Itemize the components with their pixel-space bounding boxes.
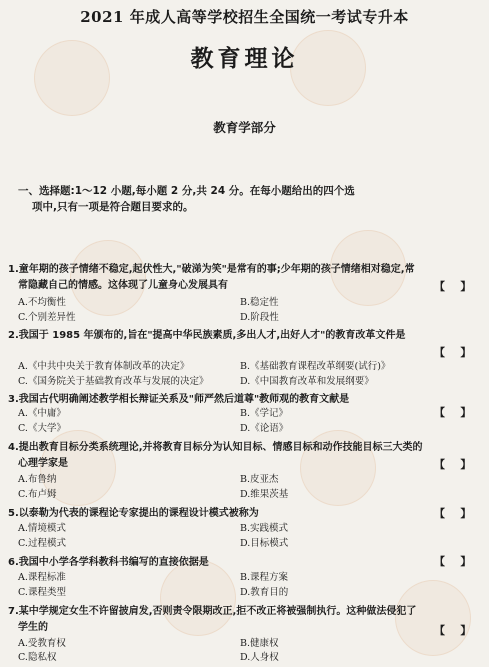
option-b: B.稳定性 [240, 297, 279, 308]
answer-bracket: 【 】 [434, 406, 472, 419]
question-4-line-1: 4.提出教育目标分类系统理论,并将教育目标分为认知目标、情感目标和动作技能目标三大类的 [8, 442, 423, 453]
subject-title: 教育理论 [190, 46, 299, 72]
option-d: D.《中国教育改革和发展纲要》 [240, 376, 374, 387]
option-d: D.人身权 [240, 652, 279, 663]
option-d: D.《论语》 [240, 423, 289, 434]
option-d: D.维果茨基 [240, 489, 289, 500]
question-2-line-1: 2.我国于 1985 年颁布的,旨在"提高中华民族素质,多出人才,出好人才"的教育改革文件是 [8, 330, 406, 341]
option-b: B.皮亚杰 [240, 474, 279, 485]
option-b: B.课程方案 [240, 572, 289, 583]
answer-bracket: 【 】 [434, 555, 472, 568]
option-c: C.过程模式 [18, 538, 66, 549]
answer-bracket: 【 】 [434, 624, 472, 637]
option-a: A.不均衡性 [18, 297, 66, 308]
option-c: C.隐私权 [18, 652, 57, 663]
option-a: A.情境模式 [18, 523, 66, 534]
answer-bracket: 【 】 [434, 458, 472, 471]
question-4-line-2: 心理学家是 [18, 458, 68, 469]
question-3-line-1: 3.我国古代明确阐述教学相长辩证关系及"师严然后道尊"教师观的教育文献是 [8, 394, 350, 405]
option-c: C.布卢姆 [18, 489, 57, 500]
question-7-line-2: 学生的 [18, 622, 48, 633]
answer-bracket: 【 】 [434, 507, 472, 520]
question-5-line-1: 5.以泰勒为代表的课程论专家提出的课程设计模式被称为 [8, 508, 259, 519]
option-c: C.《大学》 [18, 423, 66, 434]
exam-title: 2021 年成人高等学校招生全国统一考试专升本 [80, 8, 409, 26]
option-a: A.《中庸》 [18, 408, 66, 419]
option-c: C.《国务院关于基础教育改革与发展的决定》 [18, 376, 209, 387]
option-a: A.布鲁纳 [18, 474, 57, 485]
question-6-line-1: 6.我国中小学各学科教科书编写的直接依据是 [8, 557, 209, 568]
option-d: D.目标模式 [240, 538, 289, 549]
option-a: A.受教育权 [18, 638, 66, 649]
question-1-line-2: 常隐藏自己的情感。这体现了儿童身心发展具有 [18, 280, 228, 291]
question-7-line-1: 7.某中学规定女生不许留披肩发,否则责令限期改正,拒不改正将被强制执行。这种做法侵犯了 [8, 606, 417, 617]
option-c: C.课程类型 [18, 587, 66, 598]
option-d: D.教育目的 [240, 587, 289, 598]
option-d: D.阶段性 [240, 312, 279, 323]
section-title: 教育学部分 [213, 120, 276, 135]
option-b: B.实践模式 [240, 523, 289, 534]
option-a: A.课程标准 [18, 572, 66, 583]
answer-bracket: 【 】 [434, 346, 472, 359]
option-a: A.《中共中央关于教育体制改革的决定》 [18, 361, 190, 372]
option-b: B.《学记》 [240, 408, 289, 419]
instructions-line-1: 一、选择题:1～12 小题,每小题 2 分,共 24 分。在每小题给出的四个选 [18, 185, 355, 197]
option-b: B.《基础教育课程改革纲要(试行)》 [240, 361, 391, 372]
answer-bracket: 【 】 [434, 280, 472, 293]
option-c: C.个别差异性 [18, 312, 76, 323]
option-b: B.健康权 [240, 638, 279, 649]
question-1-line-1: 1.童年期的孩子情绪不稳定,起伏性大,"破涕为笑"是常有的事;少年期的孩子情绪相对稳定,常 [8, 264, 415, 275]
instructions-line-2: 项中,只有一项是符合题目要求的。 [32, 201, 194, 213]
